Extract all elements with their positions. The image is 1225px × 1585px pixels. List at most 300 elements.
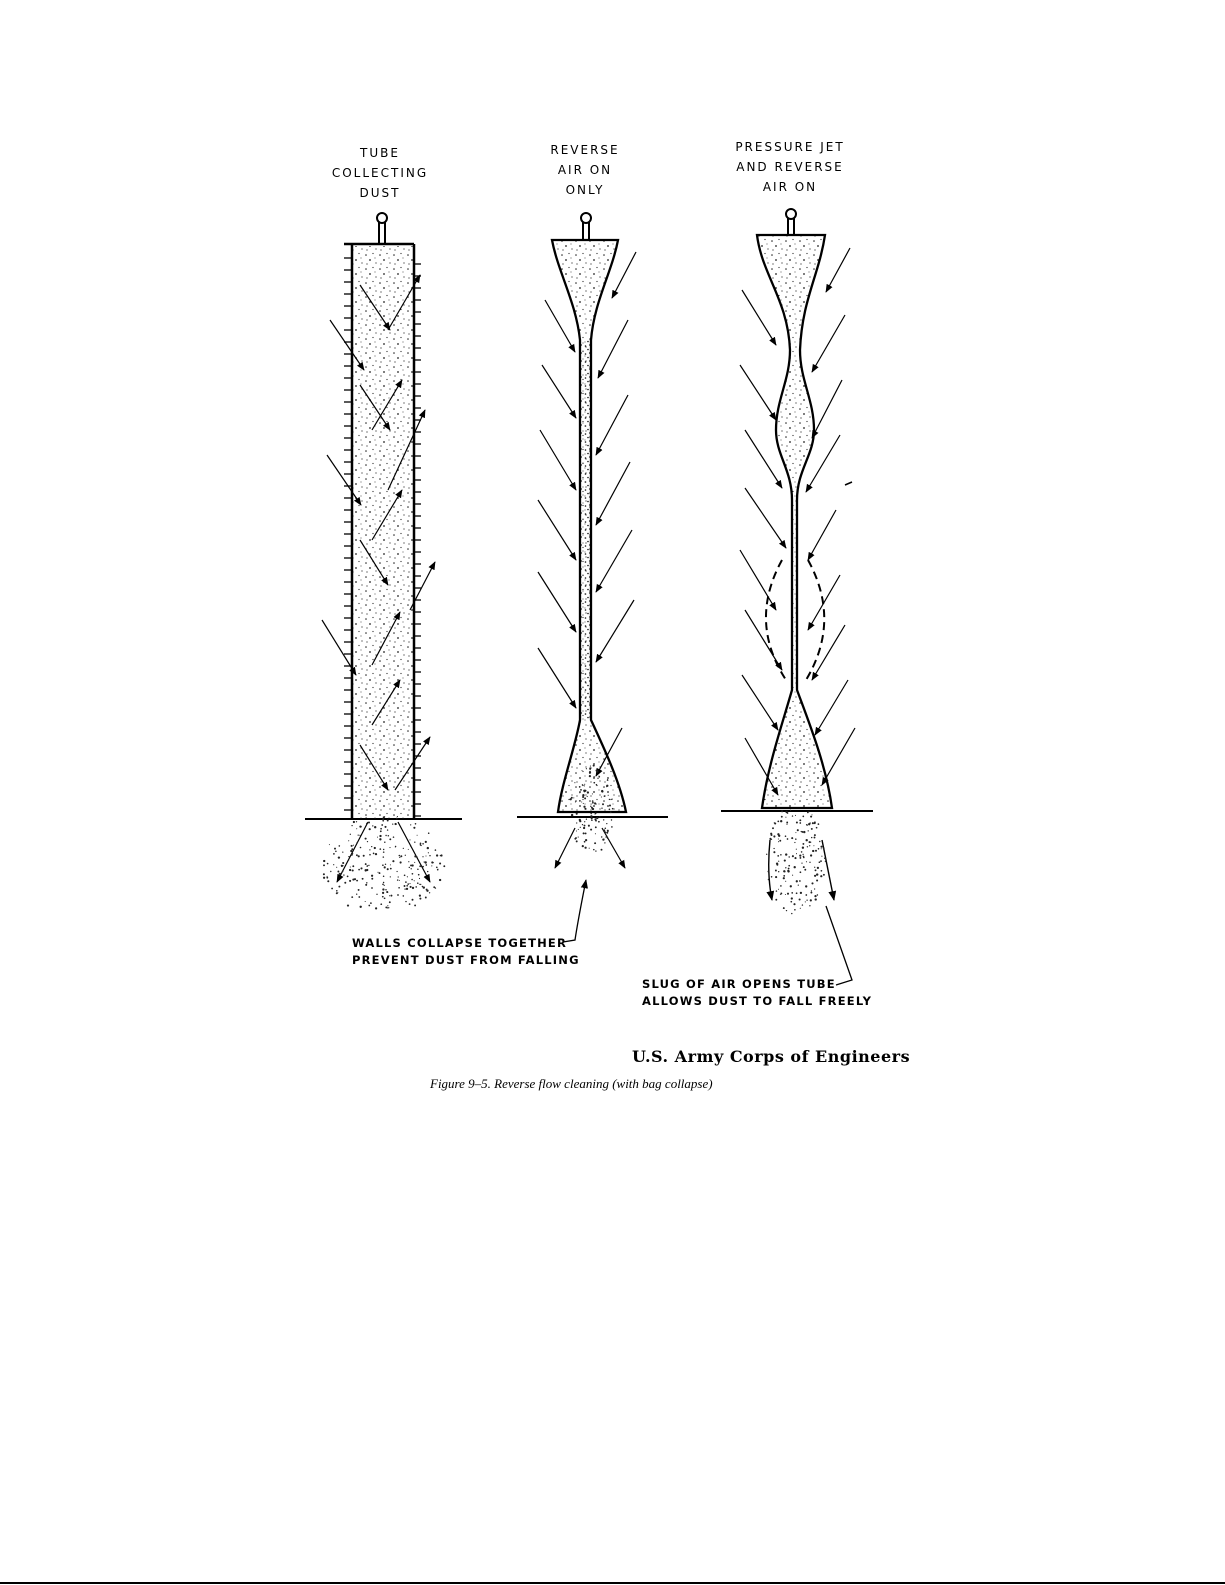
dust-particle [375,907,377,909]
page-bottom-rule [0,1582,1225,1584]
dust-particle [323,864,325,866]
dust-particle [795,838,797,840]
dust-particle [365,838,367,840]
dust-particle [579,792,580,793]
dust-particle [796,849,797,850]
dust-particle [595,826,597,828]
dust-particle [796,892,798,894]
dust-particle [327,863,329,865]
dust-particle [792,855,794,857]
dust-particle [405,855,406,856]
dust-particle [777,855,779,857]
dust-particle [420,845,421,846]
dust-particle [409,839,410,840]
dust-particle [596,784,597,785]
dust-particle [387,905,388,906]
dust-particle [818,848,820,850]
dust-particle [809,845,810,846]
dust-particle [338,886,340,888]
dust-particle [398,876,399,877]
dust-particle [576,813,578,815]
dust-particle [802,904,803,905]
dust-particle [799,857,801,859]
dust-particle [783,877,785,879]
label-line: AIR ON [557,163,613,177]
dust-particle [773,835,775,837]
dust-particle [582,845,584,847]
dust-particle [382,864,384,866]
dust-particle [360,847,362,849]
dust-particle [579,820,581,822]
dust-particle [598,821,600,823]
dust-particle [605,831,607,833]
dust-particle [358,889,360,891]
dust-particle [582,784,584,786]
dust-particle [360,906,362,908]
dust-particle [382,896,384,898]
dust-particle [592,793,593,794]
dust-particle [404,885,406,887]
dust-particle [384,826,386,828]
dust-particle [579,800,581,802]
dust-particle [803,866,805,868]
dust-particle [807,846,808,847]
dust-particle [410,886,412,888]
dust-particle [596,770,598,772]
dust-particle [821,870,823,872]
dust-particle [359,825,361,827]
panel-label-pressure-jet-and-reverse-air [715,137,865,197]
dust-particle [584,785,585,786]
dust-particle [349,869,351,871]
dust-particle [778,871,779,872]
dust-particle [793,903,795,905]
dust-particle [785,853,787,855]
dust-particle [595,850,596,851]
dust-particle [802,854,803,855]
dust-particle [326,877,328,879]
dust-particle [406,885,408,887]
dust-particle [589,848,590,849]
dust-particle [779,840,781,842]
dust-particle [791,837,793,839]
dust-particle [574,782,575,783]
dust-particle [584,821,585,822]
dust-particle [792,875,793,876]
dust-particle [347,876,349,878]
dust-particle [815,898,817,900]
dust-particle [382,888,384,890]
dust-particle [351,848,353,850]
dust-particle [783,870,785,872]
dust-particle [771,876,773,878]
dust-particle [824,857,826,859]
dust-particle [385,889,387,891]
dust-particle [813,845,814,846]
dust-particle [780,820,782,822]
dust-particle [590,829,592,831]
dust-particle [371,875,373,877]
dust-particle [776,864,778,866]
dust-particle [800,908,801,909]
dust-particle [796,880,798,882]
dust-particle [794,866,796,868]
dust-particle [594,818,596,820]
dust-particle [367,841,368,842]
dust-particle [409,867,410,868]
label-line: COLLECTING [331,166,429,180]
dust-particle [787,812,789,814]
dust-particle [601,796,602,797]
dust-particle [774,822,775,823]
dust-particle [575,801,576,802]
dust-particle [588,825,590,827]
dust-particle [390,895,392,897]
dust-particle [609,799,610,800]
dust-particle [374,847,376,849]
dust-particle [823,847,825,849]
dust-particle [593,782,595,784]
dust-particle [795,815,796,816]
dust-particle [384,897,386,899]
dust-particle [399,880,400,881]
dust-particle [412,873,414,875]
dust-particle [356,894,357,895]
dust-particle [395,846,396,847]
dust-particle [358,834,359,835]
dust-particle [385,864,386,865]
dust-particle [584,808,586,810]
dust-particle [604,842,605,843]
dust-particle [811,828,813,830]
dust-particle [612,808,614,810]
annotation-walls-collapse [352,935,580,969]
dust-particle [583,806,585,808]
dust-particle [335,851,337,853]
dust-particle [384,866,386,868]
dust-particle [389,847,390,848]
dust-particle [806,900,807,901]
dust-particle [367,866,368,867]
dust-particle [389,838,391,840]
dust-particle [578,837,579,838]
dust-particle [802,847,804,849]
dust-particle [388,907,389,908]
figure-caption: Figure 9–5. Reverse flow cleaning (with bag collapse) [430,1076,713,1091]
dust-particle [356,828,357,829]
dust-particle [407,876,408,877]
dust-particle [785,894,786,895]
dust-particle [582,824,583,825]
dust-particle [414,842,415,843]
dust-particle [784,860,786,862]
dust-particle [770,833,772,835]
dust-particle [596,817,598,819]
dust-particle [397,894,399,896]
dust-particle [419,865,421,867]
dust-particle [414,862,415,863]
dust-particle [775,876,777,878]
dust-particle [352,865,354,867]
dust-particle [775,899,777,901]
dust-particle [775,870,777,872]
dust-particle [791,897,793,899]
dust-particle [334,848,336,850]
dust-particle [800,892,802,894]
dust-particle [350,850,352,852]
dust-particle [816,827,818,829]
dust-particle [580,827,581,828]
dust-particle [377,872,378,873]
dust-particle [601,849,603,851]
dust-particle [817,894,818,895]
dust-particle [609,805,611,807]
dust-particle [358,869,360,871]
dust-particle [409,883,410,884]
dust-particle [387,820,389,822]
dust-particle [387,829,388,830]
dust-particle [810,892,812,894]
dust-particle [417,882,419,884]
dust-particle [806,839,808,841]
dust-particle [359,835,360,836]
dust-particle [820,860,822,862]
dust-particle [348,856,349,857]
dust-particle [607,830,609,832]
dust-particle [323,860,325,862]
dust-particle [400,855,402,857]
dust-particle [369,854,371,856]
stray-mark [845,482,852,485]
dust-particle [420,843,422,845]
dust-particle [811,882,813,884]
dust-particle [606,785,608,787]
dust-particle [348,860,349,861]
dust-particle [780,854,782,856]
dust-particle [591,804,592,805]
dust-particle [803,856,805,858]
dust-particle [606,832,608,834]
dust-particle [412,887,414,889]
dust-particle [330,871,331,872]
dust-particle [436,854,438,856]
dust-particle [351,825,352,826]
slug-of-air-leader [826,906,852,985]
dust-particle [802,816,804,818]
dust-particle [331,888,333,890]
dust-particle [410,824,411,825]
dust-particle [336,892,338,894]
annotation-line: WALLS COLLAPSE TOGETHER [352,936,568,950]
dust-particle [368,821,370,823]
dust-particle [769,838,771,840]
dust-particle [425,841,427,843]
tube-hanger [377,213,387,244]
dust-particle [414,855,416,857]
dust-particle [389,901,391,903]
label-line: AND REVERSE [736,160,844,174]
dust-particle [414,904,416,906]
dust-particle [392,860,394,862]
dust-particle [783,875,785,877]
dust-particle [397,879,398,880]
dust-particle [810,816,812,818]
dust-particle [773,848,774,849]
dust-particle [352,853,353,854]
dust-particle [382,883,384,885]
walls-collapse-leader [563,880,586,942]
dust-particle [606,836,607,837]
dust-particle [814,837,816,839]
dust-particle [422,866,424,868]
dust-particle [778,861,779,862]
dust-particle [384,841,385,842]
dust-particle [380,828,382,830]
dust-particle [584,790,586,792]
dust-particle [393,836,395,838]
dust-particle [821,848,822,849]
dust-particle [425,897,427,899]
dust-particle [591,819,593,821]
dust-particle [439,879,441,881]
dust-particle [443,865,445,867]
dust-particle [375,853,377,855]
dust-particle [818,823,820,825]
dust-particle [439,862,441,864]
dust-particle [428,852,429,853]
panel-reverse-air-on-only [517,213,668,868]
dust-particle [407,883,409,885]
dust-particle [800,871,802,873]
dust-particle [796,821,798,823]
dust-particle [814,867,815,868]
dust-particle [780,893,782,895]
dust-particle [787,893,789,895]
dust-particle [796,853,797,854]
dust-particle [809,841,811,843]
dust-particle [339,873,341,875]
dust-particle [778,838,779,839]
dust-particle [342,862,344,864]
dust-particle [366,882,367,883]
dust-particle [587,791,589,793]
dust-particle [337,871,339,873]
dust-particle [404,874,406,876]
dust-particle [790,901,792,903]
dust-particle [593,765,595,767]
dust-particle [371,887,373,889]
dust-particle [323,873,325,875]
dust-particle [576,840,578,842]
dust-particle [369,828,371,830]
dust-particle [814,834,816,836]
dust-particle [383,876,385,878]
dust-particle [353,845,354,846]
dust-particle [815,850,817,852]
dust-fill [352,246,413,819]
dust-particle [799,822,801,824]
dust-particle [591,807,593,809]
dust-particle [810,899,812,901]
dust-particle [607,837,609,839]
dust-particle [405,881,407,883]
dust-particle [390,876,391,877]
dust-particle [608,795,609,796]
dust-particle [411,868,412,869]
dust-particle [786,910,787,911]
dust-particle [580,789,582,791]
dust-particle [425,861,427,863]
dust-particle [805,894,807,896]
dust-particle [347,905,349,907]
dust-particle [437,869,438,870]
annotation-line: SLUG OF AIR OPENS TUBE [642,977,836,991]
dust-particle [426,890,428,892]
dust-particle [786,821,788,823]
dust-particle [436,866,438,868]
dust-particle [778,835,780,837]
panel-label-tube-collecting-dust [305,143,455,203]
dust-particle [815,869,817,871]
dust-particle [352,879,354,881]
dust-particle [408,849,409,850]
dust-particle [403,895,405,897]
dust-particle [783,907,785,909]
dust-particle [400,861,402,863]
dust-particle [590,766,591,767]
dust-particle [823,874,825,876]
dust-particle [785,817,786,818]
dust-particle [798,884,799,885]
annotation-line: ALLOWS DUST TO FALL FREELY [642,994,873,1008]
dust-particle [794,909,796,911]
dust-particle [379,848,381,850]
dust-particle [595,833,596,834]
dust-particle [323,877,325,879]
dust-particle [819,841,820,842]
dust-particle [590,815,592,817]
dust-particle [419,895,421,897]
dust-particle [585,839,587,841]
dust-particle [404,888,405,889]
panel-tube-collecting-dust [305,213,462,910]
dust-particle [366,817,367,818]
dust-particle [412,899,414,901]
dust-particle [578,829,579,830]
dust-particle [356,880,358,882]
dust-particle [787,870,789,872]
dust-particle [429,855,430,856]
dust-particle [415,886,417,888]
dust-particle [348,840,349,841]
dust-particle [609,808,611,810]
dust-particle [428,832,430,834]
dust-particle [598,776,600,778]
dust-particle [415,823,417,825]
dust-particle [422,856,423,857]
dust-particle [816,873,818,875]
dust-particle [802,843,804,845]
dust-particle [593,776,594,777]
dust-particle [814,875,816,877]
dust-particle [599,816,601,818]
dust-particle [583,832,585,834]
dust-particle [570,798,572,800]
dust-particle [799,855,801,857]
dust-particle [589,767,591,769]
dust-particle [433,862,434,863]
dust-particle [586,819,587,820]
